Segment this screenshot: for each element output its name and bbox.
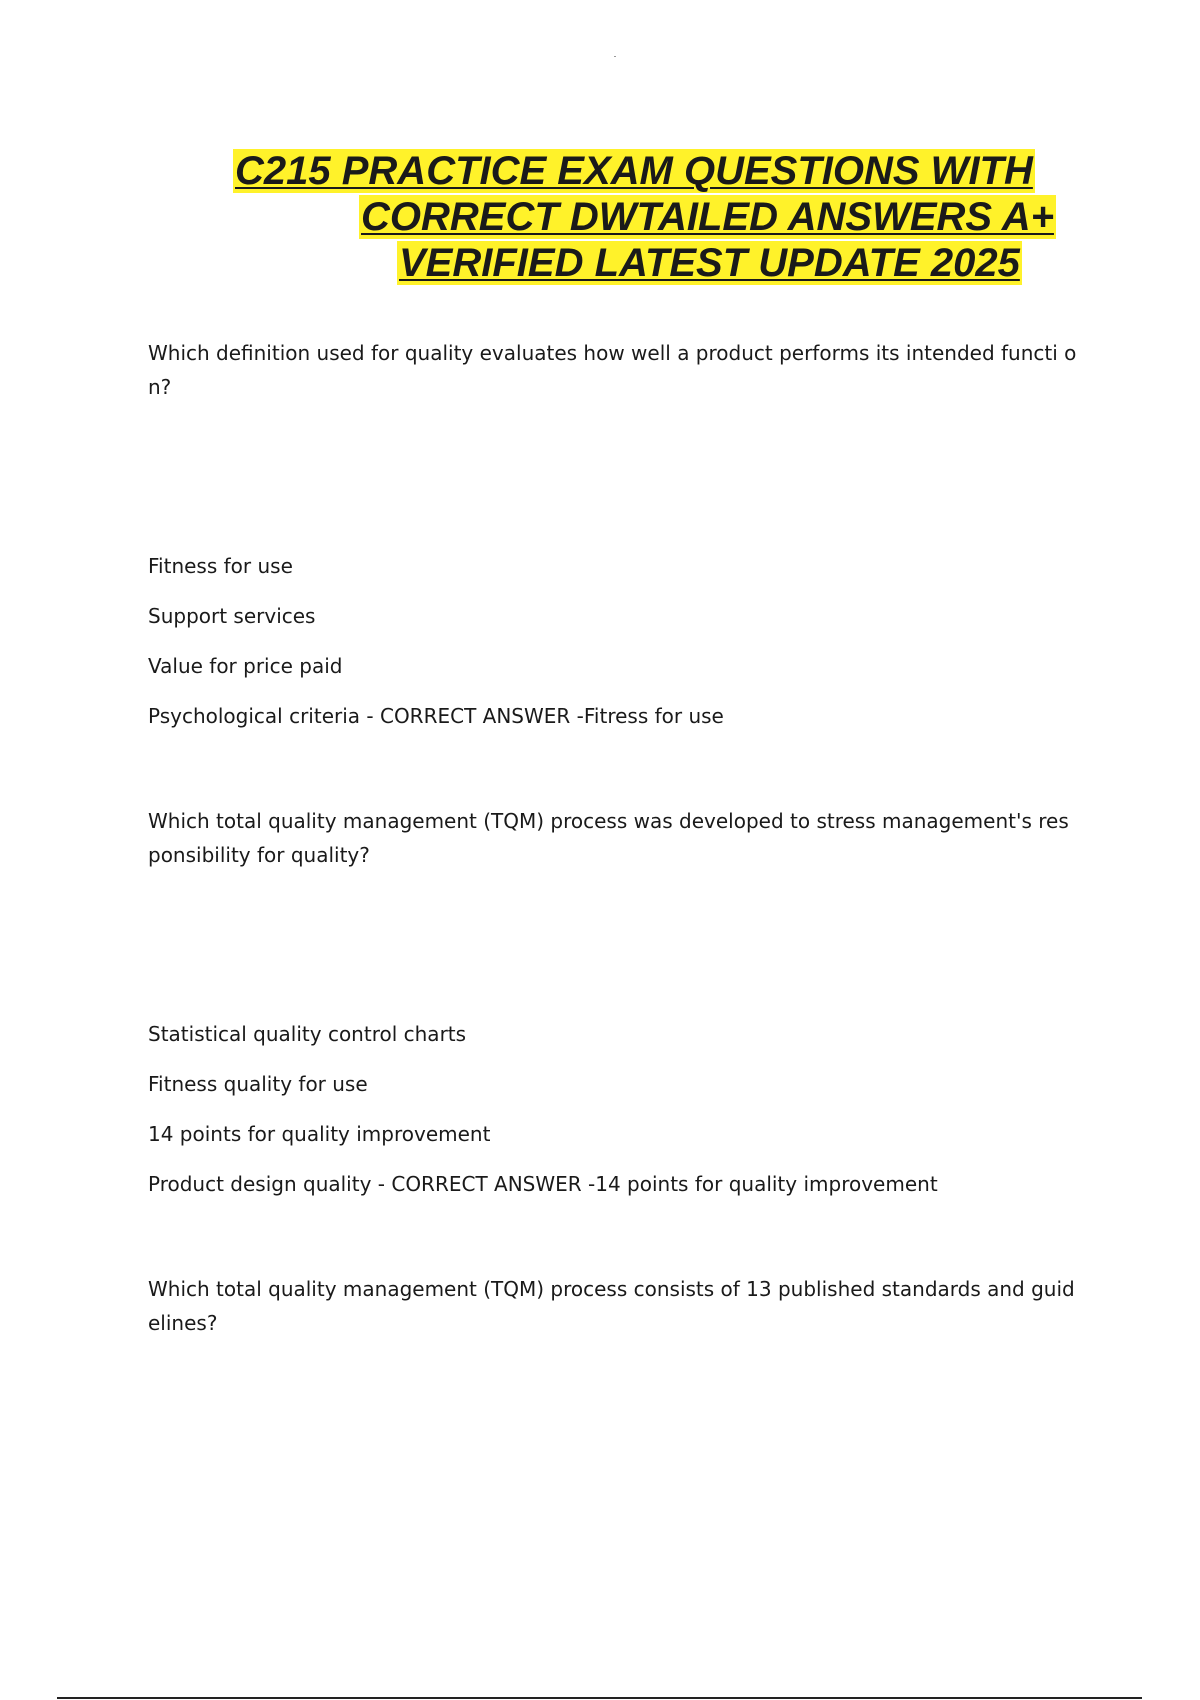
question-text: Which total quality management (TQM) process was developed to stress management's res ponsibility for quality? bbox=[148, 809, 1069, 867]
answer-option: Support services bbox=[148, 604, 316, 628]
question-text: Which definition used for quality evaluates how well a product performs its intended functi on? bbox=[148, 341, 1077, 399]
answer-option: Fitness for use bbox=[148, 554, 293, 578]
answer-option-with-correct-answer: Product design quality - CORRECT ANSWER -14 points for quality improvement bbox=[148, 1172, 938, 1196]
question-block-3 bbox=[148, 1272, 1078, 1340]
title-line-3: VERIFIED LATEST UPDATE 2025 bbox=[399, 241, 1020, 285]
answer-options bbox=[148, 554, 1078, 728]
question-block-1 bbox=[148, 336, 1078, 728]
title-line-1: C215 PRACTICE EXAM QUESTIONS WITH bbox=[235, 149, 1033, 193]
answer-option: Value for price paid bbox=[148, 654, 343, 678]
document-title bbox=[200, 148, 1100, 286]
answer-options bbox=[148, 1022, 1078, 1196]
document-body bbox=[148, 336, 1078, 1340]
answer-option: Fitness quality for use bbox=[148, 1072, 368, 1096]
scan-speck bbox=[614, 56, 616, 57]
spacer bbox=[148, 1222, 1078, 1272]
title-line-2: CORRECT DWTAILED ANSWERS A+ bbox=[361, 195, 1054, 239]
spacer bbox=[148, 404, 1078, 554]
answer-option: 14 points for quality improvement bbox=[148, 1122, 491, 1146]
answer-option: Statistical quality control charts bbox=[148, 1022, 467, 1046]
question-block-2 bbox=[148, 804, 1078, 1196]
spacer bbox=[148, 754, 1078, 804]
spacer bbox=[148, 872, 1078, 1022]
answer-option-with-correct-answer: Psychological criteria - CORRECT ANSWER -Fitress for use bbox=[148, 704, 724, 728]
footer-rule bbox=[57, 1697, 1142, 1699]
question-text: Which total quality management (TQM) process consists of 13 published standards and guid elines? bbox=[148, 1277, 1075, 1335]
